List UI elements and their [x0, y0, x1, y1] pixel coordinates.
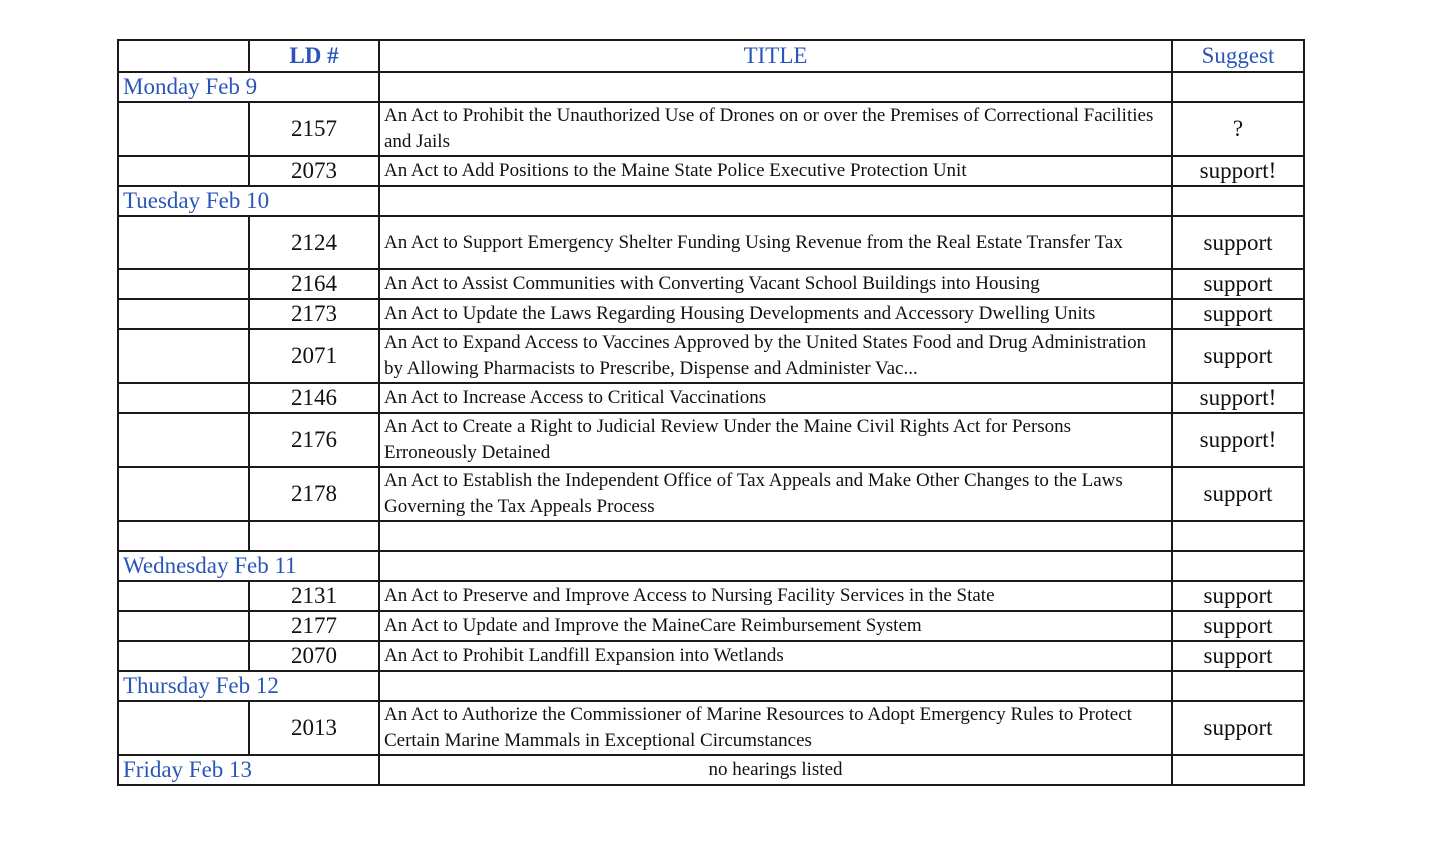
day-label: Friday Feb 13: [118, 755, 379, 785]
bill-title: An Act to Update the Laws Regarding Housing Developments and Accessory Dwelling Units: [379, 299, 1172, 329]
no-hearings-note: no hearings listed: [379, 755, 1172, 785]
ld-column-header: LD #: [249, 40, 379, 72]
day-row-wednesday: [118, 551, 1304, 581]
suggestion: support: [1172, 299, 1304, 329]
ld-number: 2164: [249, 269, 379, 299]
suggestion: support: [1172, 269, 1304, 299]
header-blank-cell: [118, 40, 249, 72]
bill-title: An Act to Expand Access to Vaccines Approved by the United States Food and Drug Administration by Allowing Pharmacists to Prescribe, Dispense and Administer Vac...: [379, 329, 1172, 383]
day-row-friday: [118, 755, 1304, 785]
bill-title: An Act to Support Emergency Shelter Funding Using Revenue from the Real Estate Transfer Tax: [379, 216, 1172, 269]
bill-title: An Act to Assist Communities with Converting Vacant School Buildings into Housing: [379, 269, 1172, 299]
ld-number: 2070: [249, 641, 379, 671]
table-row: [118, 641, 1304, 671]
day-label: Thursday Feb 12: [118, 671, 379, 701]
bill-title: An Act to Increase Access to Critical Vaccinations: [379, 383, 1172, 413]
title-column-header: TITLE: [379, 40, 1172, 72]
ld-number: 2131: [249, 581, 379, 611]
table-row: [118, 581, 1304, 611]
table-row: [118, 102, 1304, 156]
table-row: [118, 269, 1304, 299]
day-row-tuesday: [118, 186, 1304, 216]
table-row: [118, 329, 1304, 383]
bill-title: An Act to Update and Improve the MaineCare Reimbursement System: [379, 611, 1172, 641]
suggestion: support: [1172, 611, 1304, 641]
suggestion: support: [1172, 701, 1304, 755]
bill-title: An Act to Authorize the Commissioner of Marine Resources to Adopt Emergency Rules to Protect Certain Marine Mammals in Exceptional Circumstances: [379, 701, 1172, 755]
table-row: [118, 383, 1304, 413]
spacer-row: [118, 521, 1304, 551]
ld-number: 2124: [249, 216, 379, 269]
table-row: [118, 467, 1304, 521]
bill-title: An Act to Add Positions to the Maine State Police Executive Protection Unit: [379, 156, 1172, 186]
suggestion: support: [1172, 329, 1304, 383]
suggest-column-header: Suggest: [1172, 40, 1304, 72]
day-row-thursday: [118, 671, 1304, 701]
bill-title: An Act to Prohibit Landfill Expansion into Wetlands: [379, 641, 1172, 671]
suggestion: support: [1172, 216, 1304, 269]
suggestion: support!: [1172, 383, 1304, 413]
suggestion: support!: [1172, 156, 1304, 186]
table-row: [118, 216, 1304, 269]
ld-number: 2157: [249, 102, 379, 156]
suggestion: ?: [1172, 102, 1304, 156]
ld-number: 2177: [249, 611, 379, 641]
table-row: [118, 701, 1304, 755]
ld-number: 2013: [249, 701, 379, 755]
ld-number: 2178: [249, 467, 379, 521]
suggestion: support!: [1172, 413, 1304, 467]
table-row: [118, 299, 1304, 329]
day-label: Tuesday Feb 10: [118, 186, 379, 216]
table-row: [118, 156, 1304, 186]
table-header-row: [118, 40, 1304, 72]
day-label: Wednesday Feb 11: [118, 551, 379, 581]
ld-number: 2073: [249, 156, 379, 186]
bill-title: An Act to Create a Right to Judicial Review Under the Maine Civil Rights Act for Persons Erroneously Detained: [379, 413, 1172, 467]
bill-title: An Act to Prohibit the Unauthorized Use of Drones on or over the Premises of Correctional Facilities and Jails: [379, 102, 1172, 156]
ld-number: 2071: [249, 329, 379, 383]
day-row-monday: [118, 72, 1304, 102]
suggestion: support: [1172, 467, 1304, 521]
table-row: [118, 611, 1304, 641]
suggestion: support: [1172, 641, 1304, 671]
ld-number: 2173: [249, 299, 379, 329]
suggestion: support: [1172, 581, 1304, 611]
table-row: [118, 413, 1304, 467]
ld-number: 2146: [249, 383, 379, 413]
bill-title: An Act to Preserve and Improve Access to Nursing Facility Services in the State: [379, 581, 1172, 611]
day-label: Monday Feb 9: [118, 72, 379, 102]
bill-title: An Act to Establish the Independent Office of Tax Appeals and Make Other Changes to the Laws Governing the Tax Appeals Process: [379, 467, 1172, 521]
ld-number: 2176: [249, 413, 379, 467]
hearing-schedule-table: [117, 39, 1305, 786]
